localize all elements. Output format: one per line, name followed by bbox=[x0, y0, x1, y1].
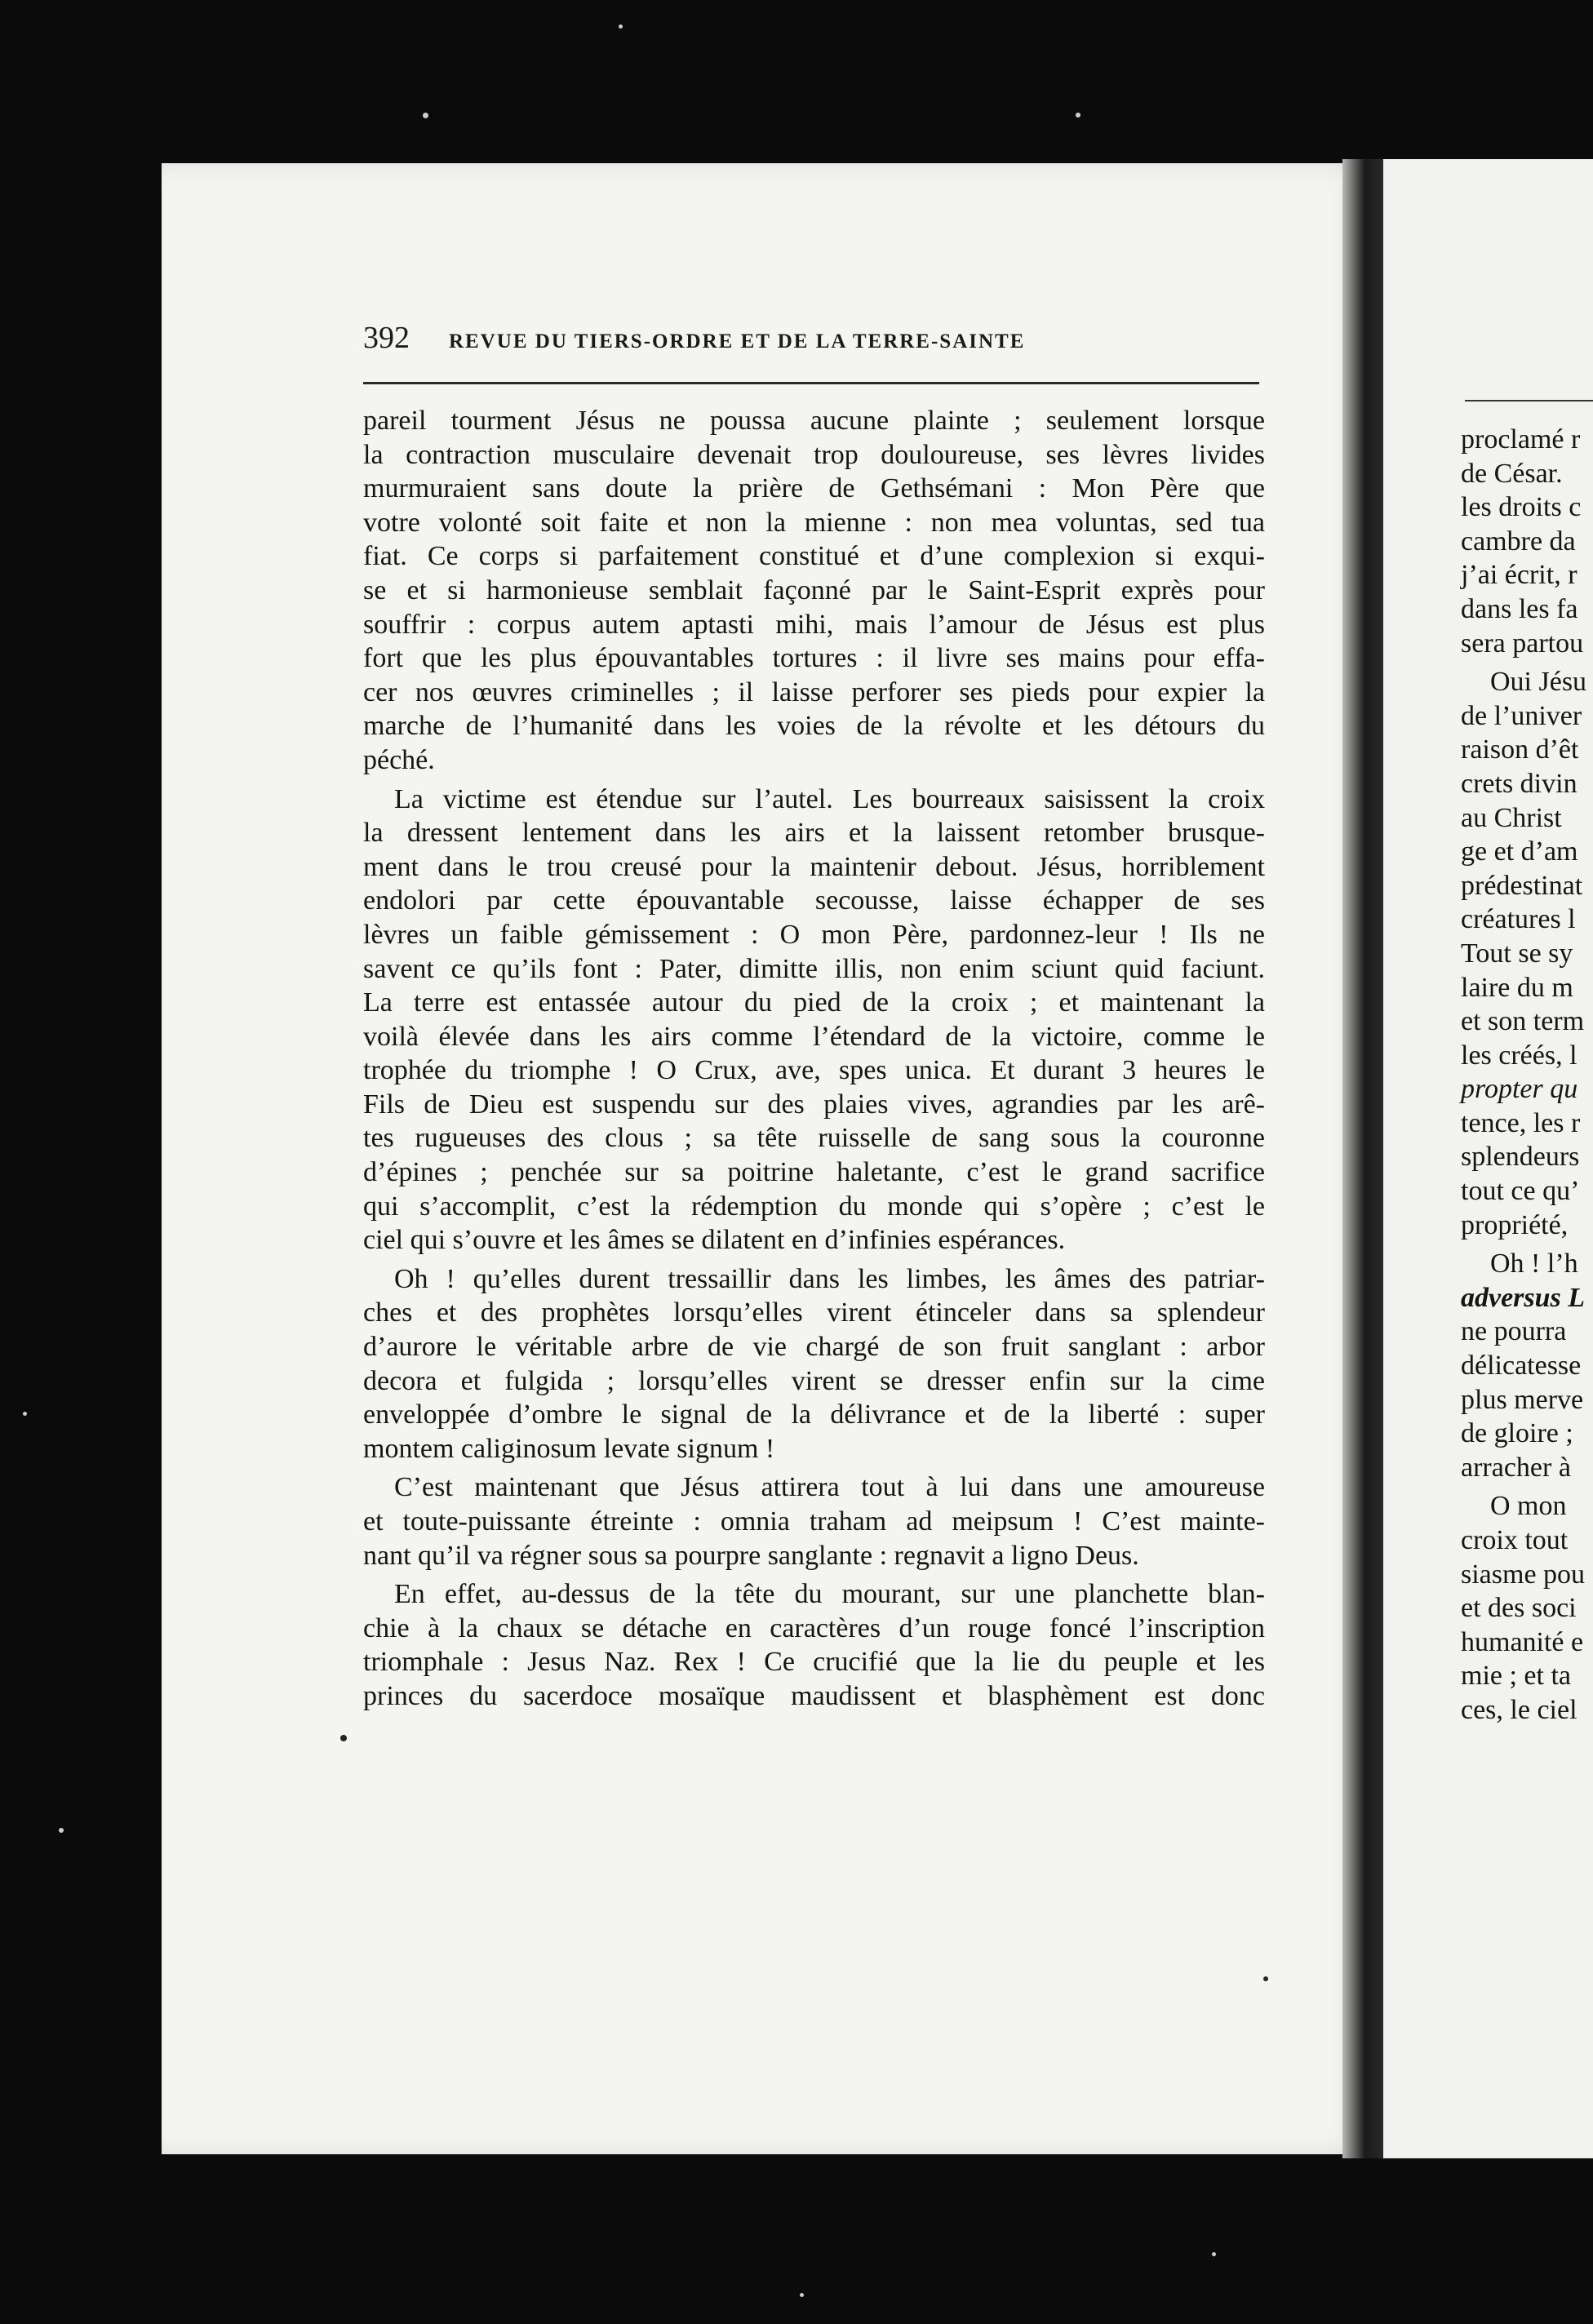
text-line: proclamé r bbox=[1461, 424, 1581, 455]
text-line: délicatesse bbox=[1461, 1350, 1582, 1382]
scan-speck bbox=[59, 1828, 64, 1833]
text-line: nant qu’il va régner sous sa pourpre sanglante : regnavit a ligno Deus. bbox=[363, 1540, 1139, 1571]
text-line: les droits c bbox=[1461, 492, 1582, 523]
text-line: pareil tourment Jésus ne poussa aucune plainte ; seulement lorsque bbox=[363, 406, 1265, 436]
text-line: voilà élevée dans les airs comme l’étendard de la victoire, comme le bbox=[363, 1021, 1265, 1052]
text-line: princes du sacerdoce mosaïque maudissent et blasphèment est donc bbox=[363, 1680, 1265, 1711]
text-line: savent ce qu’ils font : Pater, dimitte illis, non enim sciunt quid faciunt. bbox=[363, 953, 1265, 984]
text-line: sera partou bbox=[1461, 628, 1584, 659]
text-line: Fils de Dieu est suspendu sur des plaies vives, agrandies par les arê- bbox=[363, 1089, 1265, 1120]
text-line: et son term bbox=[1461, 1006, 1585, 1037]
text-line: montem caliginosum levate signum ! bbox=[363, 1433, 775, 1464]
text-line: qui s’accomplit, c’est la rédemption du monde qui s’opère ; c’est le bbox=[363, 1191, 1265, 1222]
text-line: plus merve bbox=[1461, 1384, 1584, 1415]
text-line: laire du m bbox=[1461, 972, 1573, 1003]
text-line: cer nos œuvres criminelles ; il laisse perforer ses pieds pour expier la bbox=[363, 676, 1265, 707]
page-header bbox=[363, 320, 1253, 356]
page-number: 392 bbox=[363, 321, 410, 355]
text-line: fort que les plus épouvantables tortures : il livre ses mains pour effa- bbox=[363, 643, 1265, 674]
text-line: ches et des prophètes lorsqu’elles virent étinceler dans sa splendeur bbox=[363, 1297, 1265, 1328]
text-line: enveloppée d’ombre le signal de la délivrance et de la liberté : super bbox=[363, 1399, 1265, 1430]
text-line: endolori par cette épouvantable secousse, laisse échapper de ses bbox=[363, 885, 1265, 916]
text-line: chie à la chaux se détache en caractères d’un rouge foncé l’inscription bbox=[363, 1612, 1265, 1643]
text-line: votre volonté soit faite et non la mienne : non mea voluntas, sed tua bbox=[363, 507, 1265, 538]
text-line: trophée du triomphe ! O Crux, ave, spes unica. Et durant 3 heures le bbox=[363, 1055, 1265, 1086]
scan-speck bbox=[23, 1412, 27, 1416]
text-line: au Christ bbox=[1461, 802, 1562, 833]
text-line: La terre est entassée autour du pied de la croix ; et maintenant la bbox=[363, 987, 1265, 1018]
right-page-text bbox=[1461, 423, 1593, 1727]
text-line: de César. bbox=[1461, 458, 1563, 489]
text-line: arracher à bbox=[1461, 1452, 1571, 1483]
scan-speck bbox=[619, 24, 623, 29]
text-line: tes rugueuses des clous ; sa tête ruisselle de sang sous la couronne bbox=[363, 1123, 1265, 1154]
text-line: j’ai écrit, r bbox=[1461, 560, 1577, 591]
margin-mark bbox=[340, 1735, 347, 1741]
text-line: propriété, bbox=[1461, 1209, 1569, 1240]
text-line: ge et d’am bbox=[1461, 836, 1578, 867]
right-header-rule bbox=[1465, 400, 1593, 401]
text-line: et toute-puissante étreinte : omnia traham ad meipsum ! C’est mainte- bbox=[363, 1506, 1265, 1537]
text-line: la dressent lentement dans les airs et la laissent retomber brusque- bbox=[363, 818, 1265, 849]
margin-mark bbox=[1263, 1976, 1268, 1981]
text-line: lèvres un faible gémissement : O mon Père, pardonnez-leur ! Ils ne bbox=[363, 919, 1265, 950]
text-line: ne pourra bbox=[1461, 1316, 1567, 1347]
text-line: ment dans le trou creusé pour la maintenir debout. Jésus, horriblement bbox=[363, 851, 1265, 882]
text-line: de l’univer bbox=[1461, 700, 1582, 731]
text-line: Oh ! qu’elles durent tressaillir dans les limbes, les âmes des patriar- bbox=[394, 1263, 1265, 1294]
scan-speck bbox=[423, 113, 428, 118]
text-line: ciel qui s’ouvre et les âmes se dilatent en d’infinies espérances. bbox=[363, 1225, 1066, 1256]
text-line: C’est maintenant que Jésus attirera tout à lui dans une amoureuse bbox=[394, 1472, 1265, 1503]
text-line: propter qu bbox=[1461, 1074, 1578, 1105]
text-line: Oui Jésu bbox=[1490, 667, 1587, 698]
text-line: mie ; et ta bbox=[1461, 1661, 1572, 1692]
text-line: adversus L bbox=[1461, 1282, 1586, 1313]
text-line: La victime est étendue sur l’autel. Les bourreaux saisissent la croix bbox=[394, 783, 1265, 814]
text-line: crets divin bbox=[1461, 768, 1577, 799]
text-line: marche de l’humanité dans les voies de la révolte et les détours du bbox=[363, 711, 1265, 742]
text-line: raison d’êt bbox=[1461, 734, 1579, 765]
scan-speck bbox=[1076, 113, 1080, 118]
text-line: cambre da bbox=[1461, 526, 1576, 557]
text-line: se et si harmonieuse semblait façonné par le Saint-Esprit exprès pour bbox=[363, 574, 1265, 605]
text-line: de gloire ; bbox=[1461, 1418, 1573, 1449]
text-line: péché. bbox=[363, 744, 435, 775]
text-line: decora et fulgida ; lorsqu’elles virent se dresser enfin sur la cime bbox=[363, 1365, 1265, 1396]
text-line: ces, le ciel bbox=[1461, 1694, 1577, 1725]
header-rule bbox=[363, 382, 1259, 384]
text-line: tout ce qu’ bbox=[1461, 1176, 1580, 1207]
text-line: la contraction musculaire devenait trop douloureuse, ses lèvres livides bbox=[363, 439, 1265, 470]
text-line: siasme pou bbox=[1461, 1559, 1586, 1590]
text-line: souffrir : corpus autem aptasti mihi, mais l’amour de Jésus est plus bbox=[363, 609, 1265, 640]
text-line: Tout se sy bbox=[1461, 938, 1573, 969]
text-line: dans les fa bbox=[1461, 593, 1578, 624]
body-text bbox=[363, 404, 1265, 1714]
text-line: murmuraient sans doute la prière de Gethsémani : Mon Père que bbox=[363, 473, 1265, 504]
text-line: fiat. Ce corps si parfaitement constitué et d’une complexion si exqui- bbox=[363, 541, 1265, 572]
text-line: croix tout bbox=[1461, 1525, 1569, 1555]
running-title: REVUE DU TIERS-ORDRE ET DE LA TERRE-SAINTE bbox=[449, 330, 1026, 353]
scan-speck bbox=[800, 2293, 804, 2297]
text-line: et des soci bbox=[1461, 1593, 1577, 1624]
text-line: triomphale : Jesus Naz. Rex ! Ce crucifié que la lie du peuple et les bbox=[363, 1647, 1265, 1678]
text-line: d’aurore le véritable arbre de vie chargé de son fruit sanglant : arbor bbox=[363, 1332, 1265, 1363]
text-line: tence, les r bbox=[1461, 1107, 1581, 1138]
scan-speck bbox=[1212, 2252, 1216, 2256]
text-line: créatures l bbox=[1461, 904, 1576, 935]
text-line: O mon bbox=[1490, 1491, 1567, 1522]
text-line: humanité e bbox=[1461, 1626, 1584, 1657]
text-line: les créés, l bbox=[1461, 1040, 1577, 1071]
text-line: prédestinat bbox=[1461, 870, 1583, 901]
text-line: d’épines ; penchée sur sa poitrine haletante, c’est le grand sacrifice bbox=[363, 1157, 1265, 1188]
book-gutter bbox=[1342, 159, 1383, 2158]
text-line: En effet, au-dessus de la tête du mourant, sur une planchette blan- bbox=[394, 1579, 1265, 1610]
text-line: splendeurs bbox=[1461, 1142, 1580, 1173]
text-line: Oh ! l’h bbox=[1490, 1248, 1578, 1280]
